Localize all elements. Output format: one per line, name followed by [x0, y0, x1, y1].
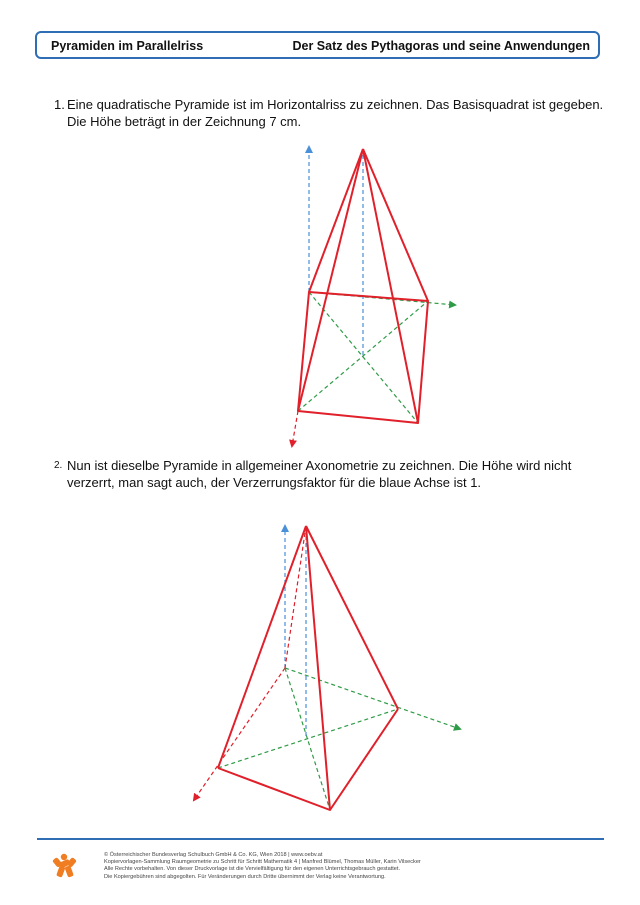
- task-1-line-2: Die Höhe beträgt in der Zeichnung 7 cm.: [67, 114, 302, 129]
- pyramid-figure-2: [194, 526, 460, 810]
- task-2-line-2: verzerrt, man sagt auch, der Verzerrungsfaktor für die blaue Achse ist 1.: [67, 475, 482, 490]
- axis-green-2: [285, 668, 460, 729]
- axis-red-2: [194, 668, 285, 800]
- footer-line-2: Kopiervorlagen-Sammlung Raumgeometrie zu Schritt für Schritt Mathematik 4 | Manfred Blümel, Thomas Müller, Karin Vilsecker: [104, 859, 421, 866]
- base-diagonals-2: [218, 668, 398, 810]
- task-2-number: 2.: [54, 460, 63, 471]
- hidden-edge-2: [285, 526, 306, 668]
- task-2-line-1: Nun ist dieselbe Pyramide in allgemeiner Axonometrie zu zeichnen. Die Höhe wird nicht: [67, 458, 572, 473]
- header-right-title: Der Satz des Pythagoras und seine Anwendungen: [292, 39, 590, 53]
- footer-line-1: © Österreichischer Bundesverlag Schulbuch GmbH & Co. KG, Wien 2018 | www.oebv.at: [104, 852, 323, 858]
- axis-red-1: [292, 411, 298, 446]
- header-left-title: Pyramiden im Parallelriss: [51, 39, 204, 53]
- task-1-number: 1.: [54, 97, 65, 112]
- oebv-logo-icon: [52, 854, 77, 878]
- footer-line-3: Alle Rechte vorbehalten. Von dieser Druckvorlage ist die Vervielfältigung für den eigenen Unterrichtsgebrauch gestattet.: [104, 866, 401, 873]
- pyramid-figure-1: [292, 147, 455, 446]
- task-1-line-1: Eine quadratische Pyramide ist im Horizontalriss zu zeichnen. Das Basisquadrat ist gegeben.: [67, 97, 604, 112]
- footer-rule: [37, 838, 604, 840]
- footer-copyright: [104, 852, 584, 881]
- footer-line-4: Die Kopiergebühren sind abgegolten. Für Veränderungen durch Dritte übernimmt der Verlag keine Verantwortung.: [104, 873, 386, 880]
- pyramid-edges-2: [218, 526, 398, 810]
